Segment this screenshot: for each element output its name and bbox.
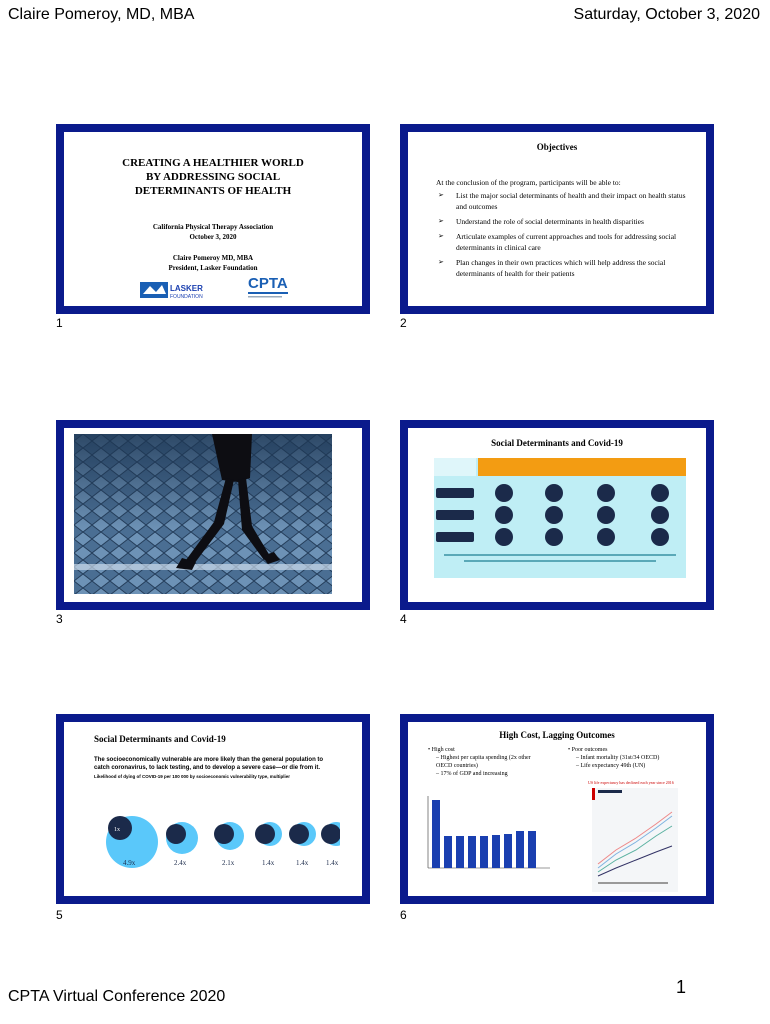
objectives-list [436,190,694,283]
covid-disparities-infographic [434,458,686,578]
svg-text:1.4x: 1.4x [262,859,275,867]
slide-6-title: High Cost, Lagging Outcomes [499,730,615,740]
slide-1-title: CREATING A HEALTHIER WORLD BY ADDRESSING SOCIAL DETERMINANTS OF HEALTH [122,157,304,197]
covid-risk-bubble-chart [90,792,340,882]
life-expectancy-line-chart [592,788,678,892]
slide-6-right-bullets: • Poor outcomes – Infant mortality (31st/34 OECD) – Life expectancy 49th (UN) [568,747,660,769]
arrow-bullet-icon: ➢ [438,191,444,199]
footer-conference: CPTA Virtual Conference 2020 [8,988,226,1005]
slide-5-subtitle: Likelihood of dying of COVID-19 per 100 000 by socioeconomic vulnerability type, multiplier [94,774,291,779]
svg-text:1.4x: 1.4x [326,859,339,867]
svg-text:4.9x: 4.9x [123,859,136,867]
slide-6-left-bullets: • High cost – Highest per capita spending (2x other OECD countries) – 17% of GDP and increasing [428,747,531,777]
health-spending-bar-chart [418,786,558,896]
svg-text:1.4x: 1.4x [296,859,309,867]
slide-1-association: California Physical Therapy Association October 3, 2020 [152,223,274,241]
slide-4-title: Social Determinants and Covid-19 [491,438,623,448]
list-item: ➢ Plan changes in their own practices which will help address the social determinants of health for their patients [438,258,666,278]
slide-1-number: 1 [56,316,63,330]
walking-person-photo [74,434,332,594]
slide-5[interactable] [56,714,370,904]
svg-text:2.1x: 2.1x [222,859,235,867]
slide-3-number: 3 [56,612,63,626]
slide-3[interactable] [56,420,370,610]
header-author: Claire Pomeroy, MD, MBA [8,6,195,23]
slide-6[interactable] [400,714,714,904]
slide-2-intro: At the conclusion of the program, participants will be able to: [436,178,621,187]
slide-2-number: 2 [400,316,407,330]
slide-2[interactable] [400,124,714,314]
page-number: 1 [675,977,686,997]
svg-text:1x: 1x [114,827,120,833]
slide-5-title: Social Determinants and Covid-19 [94,734,226,744]
list-item: ➢ List the major social determinants of health and their impact on health status and outcomes [438,191,686,211]
svg-text:LASKER: LASKER [170,284,203,293]
list-item: ➢ Understand the role of social determinants in health disparities [438,217,644,226]
slide-4-number: 4 [400,612,407,626]
cpta-logo [246,272,294,302]
slide-6-number: 6 [400,908,407,922]
slide-5-number: 5 [56,908,63,922]
slide-1[interactable] [56,124,370,314]
slide-6-note: US life expectancy has declined each year since 2016 [588,780,674,785]
arrow-bullet-icon: ➢ [438,232,444,240]
list-item: ➢ Articulate examples of current approaches and tools for addressing social determinants in clinical care [438,232,677,252]
slide-1-presenter: Claire Pomeroy MD, MBA President, Lasker Foundation [168,254,258,272]
arrow-bullet-icon: ➢ [438,217,444,225]
slide-5-headline: The socioeconomically vulnerable are more likely than the general population to catch coronavirus, to lack testing, and to develop a severe case—or die from it. [94,757,324,771]
slide-2-title: Objectives [536,142,578,152]
header-date: Saturday, October 3, 2020 [573,6,760,23]
svg-text:FOUNDATION: FOUNDATION [170,294,203,300]
arrow-bullet-icon: ➢ [438,258,444,266]
slide-4[interactable] [400,420,714,610]
svg-text:CPTA: CPTA [248,275,288,292]
lasker-foundation-logo [140,280,214,300]
svg-text:2.4x: 2.4x [174,859,187,867]
